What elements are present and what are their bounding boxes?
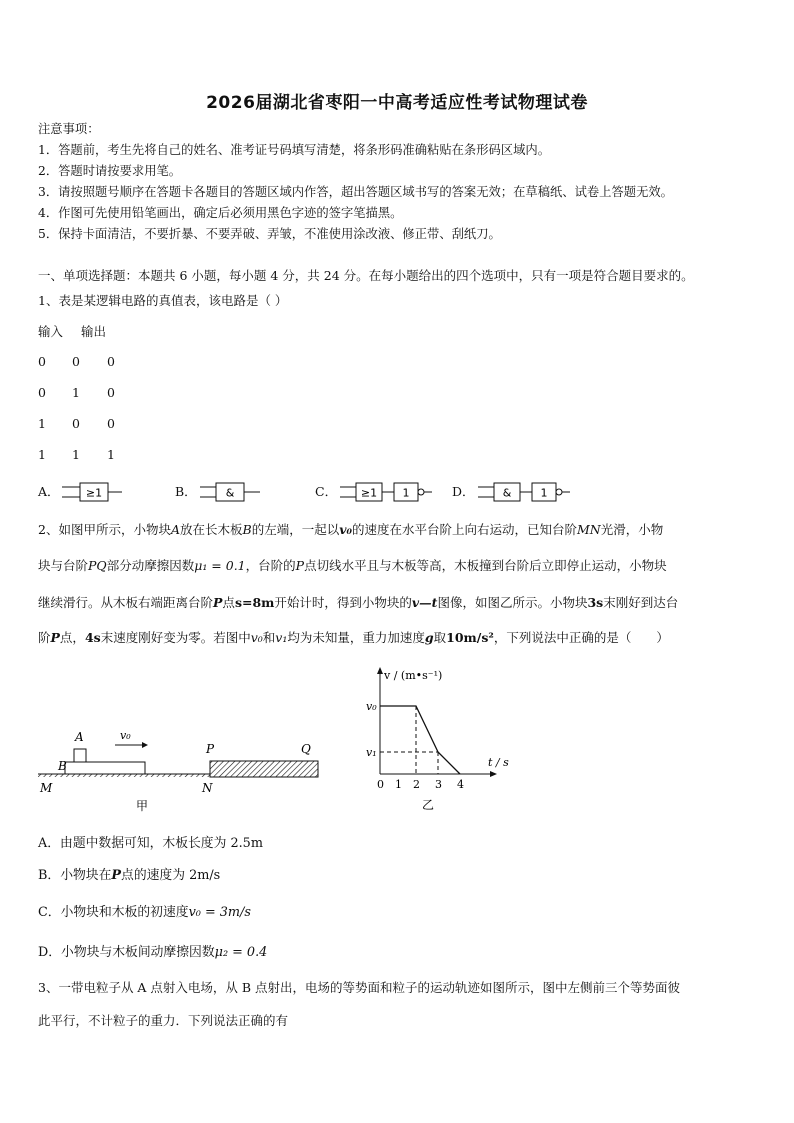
or-gate-icon	[62, 481, 126, 503]
note-item: 2．答题时请按要求用笔。	[38, 164, 182, 178]
label-q: Q	[301, 742, 311, 756]
page-title: 2026届湖北省枣阳一中高考适应性考试物理试卷	[206, 93, 588, 113]
block-a	[74, 749, 86, 762]
long-board-b	[65, 762, 145, 774]
label-m: M	[40, 781, 53, 795]
question-1-stem: 1、表是某逻辑电路的真值表，该电路是（ ）	[38, 293, 288, 308]
caption-jia: 甲	[136, 799, 149, 813]
x-tick: 0	[377, 778, 384, 791]
figure-jia	[38, 720, 328, 815]
velocity-arrowhead	[142, 742, 148, 748]
nand-gate-icon	[478, 481, 578, 503]
question-2-line: 阶P点，4s末速度刚好变为零。若图中v₀和v₁均为未知量，重力加速度g取10m/s²，下列说法中正确的是（ ）	[38, 630, 669, 645]
x-axis-arrow	[490, 771, 497, 777]
label-v0: v₀	[120, 729, 131, 742]
or-gate-symbol: ≥1	[85, 486, 103, 500]
question-2-line: 2、如图甲所示，小物块A放在长木板B的左端，一起以v₀的速度在水平台阶上向右运动，已知台阶MN光滑，小物	[38, 522, 664, 537]
option-c-label: C．	[315, 484, 338, 499]
choice-a: A．由题中数据可知，木板长度为 2.5m	[38, 836, 263, 851]
label-a: A	[75, 730, 84, 744]
question-2-line: 块与台阶PQ部分动摩擦因数μ₁ = 0.1，台阶的P点切线水平且与木板等高，木板撞到台阶后立即停止运动，小物块	[38, 558, 667, 573]
figure-yi-vt-graph	[360, 664, 520, 814]
section-heading: 一、单项选择题：本题共 6 小题，每小题 4 分，共 24 分。在每小题给出的四个选项中，只有一项是符合题目要求的。	[38, 268, 694, 283]
truth-table-header-input: 输入	[38, 324, 64, 339]
notes-heading: 注意事项：	[38, 122, 100, 136]
and-gate-symbol: &	[225, 486, 235, 500]
step-pq	[210, 761, 318, 777]
vt-curve	[380, 706, 460, 774]
question-3-line: 此平行，不计粒子的重力．下列说法正确的有	[38, 1013, 289, 1028]
choice-c: C．小物块和木板的初速度v₀ = 3m/s	[38, 905, 251, 920]
question-3-line: 3、一带电粒子从 A 点射入电场，从 B 点射出，电场的等势面和粒子的运动轨迹如图所示，图中左侧前三个等势面彼	[38, 980, 681, 995]
svg-text:≥1: ≥1	[360, 486, 378, 500]
option-d-label: D．	[452, 484, 475, 499]
x-tick: 3	[435, 778, 442, 791]
x-tick: 1	[395, 778, 402, 791]
label-b: B	[58, 759, 67, 773]
nor-gate-icon	[340, 481, 440, 503]
note-item: 3．请按照题号顺序在答题卡各题目的答题区域内作答，超出答题区域书写的答案无效；在草稿纸、试卷上答题无效。	[38, 185, 673, 199]
y-tick-v1: v₁	[366, 746, 377, 759]
y-axis-arrow	[377, 667, 383, 674]
y-tick-v0: v₀	[366, 700, 377, 713]
svg-text:&: &	[502, 486, 512, 500]
choice-b: B．小物块在P点的速度为 2m/s	[38, 868, 221, 883]
option-a-label: A．	[38, 484, 60, 499]
note-item: 1．答题前，考生先将自己的姓名、准考证号码填写清楚，将条形码准确粘贴在条形码区域内。	[38, 143, 550, 157]
svg-text:1: 1	[540, 486, 548, 500]
note-item: 5．保持卡面清洁，不要折暴、不要弄破、弄皱，不准使用涂改液、修正带、刮纸刀。	[38, 227, 501, 241]
caption-yi: 乙	[422, 798, 435, 812]
label-n: N	[202, 781, 213, 795]
x-tick: 4	[457, 778, 464, 791]
x-axis-label: t / s	[488, 756, 509, 769]
y-axis-label: v / (m•s⁻¹)	[384, 669, 443, 682]
option-b-label: B．	[175, 484, 197, 499]
question-2-line: 继续滑行。从木板右端距离台阶P点s=8m开始计时，得到小物块的v—t图像，如图乙所示。小物块3s末刚好到达台	[38, 595, 679, 610]
note-item: 4．作图可先使用铅笔画出，确定后必须用黑色字迹的签字笔描黑。	[38, 206, 403, 220]
truth-table-header-output: 输出	[81, 324, 107, 339]
choice-d: D．小物块与木板间动摩擦因数μ₂ = 0.4	[38, 945, 268, 960]
x-tick: 2	[413, 778, 420, 791]
label-p: P	[206, 742, 215, 756]
and-gate-icon	[200, 481, 264, 503]
svg-text:1: 1	[402, 486, 410, 500]
